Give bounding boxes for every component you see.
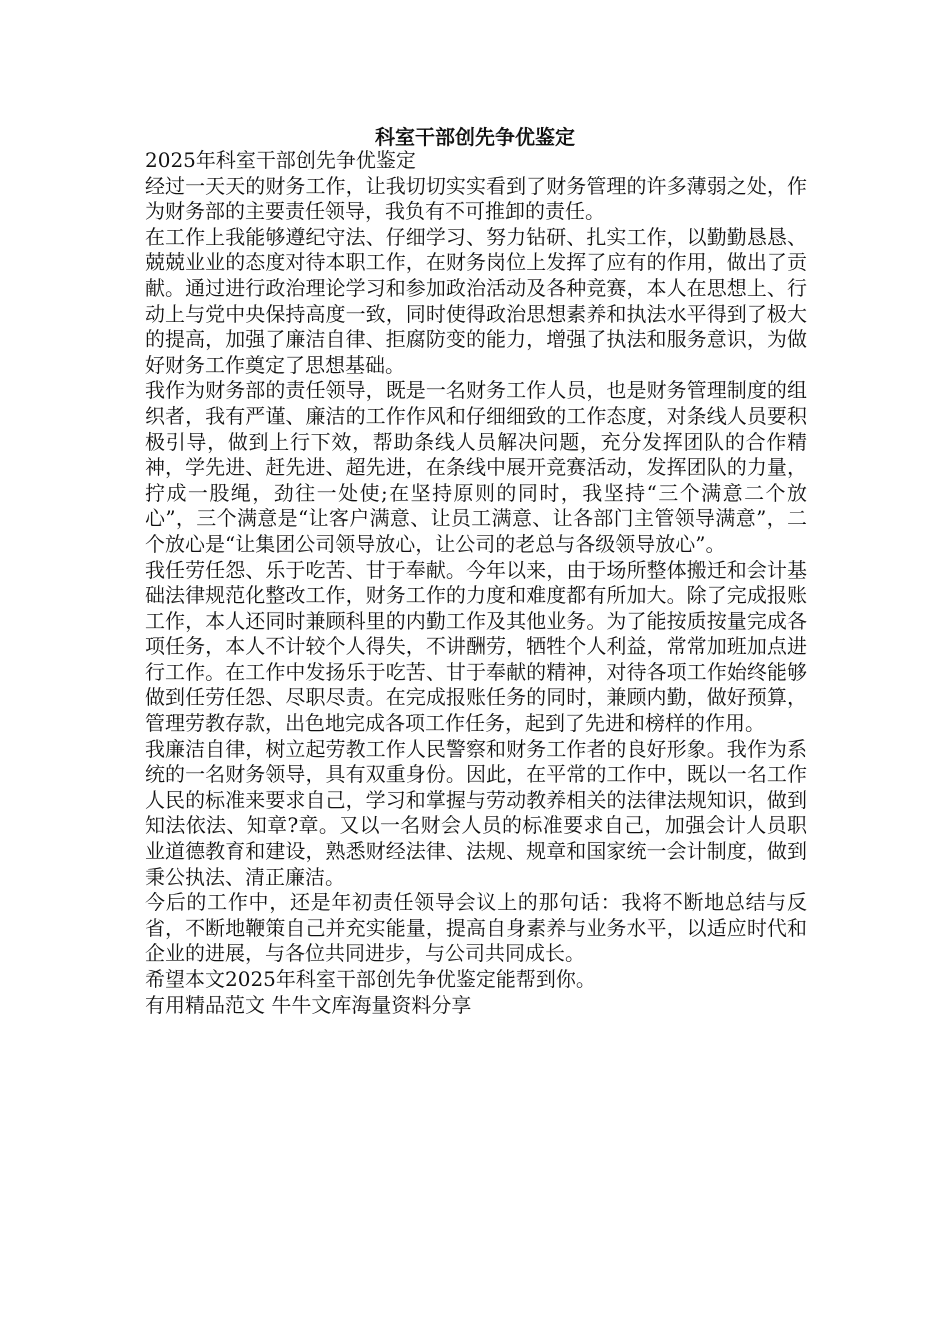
body-paragraph: 我廉洁自律，树立起劳教工作人民警察和财务工作者的良好形象。我作为系统的一名财务领导，具有双重身份。因此，在平常的工作中，既以一名工作人民的标准来要求自己，学习和掌握与劳动教养相关的法律法规知识，做到知法依法、知章?章。又以一名财会人员的标准要求自己，加强会计人员职业道德教育和建设，熟悉财经法律、法规、规章和国家统一会计制度，做到秉公执法、清正廉洁。 bbox=[145, 736, 807, 889]
footer-note: 有用精品范文 牛牛文库海量资料分享 bbox=[145, 992, 472, 1017]
closing-paragraph: 希望本文2025年科室干部创先争优鉴定能帮到你。 bbox=[145, 967, 596, 991]
body-paragraph: 我任劳任怨、乐于吃苦、甘于奉献。今年以来，由于场所整体搬迁和会计基础法律规范化整改工作，财务工作的力度和难度都有所加大。除了完成报账工作，本人还同时兼顾科里的内勤工作及其他业务。为了能按质按量完成各项任务，本人不计较个人得失，不讲酬劳，牺牲个人利益，常常加班加点进行工作。在工作中发扬乐于吃苦、甘于奉献的精神，对待各项工作始终能够做到任劳任怨、尽职尽责。在完成报账任务的同时，兼顾内勤，做好预算，管理劳教存款，出色地完成各项工作任务，起到了先进和榜样的作用。 bbox=[145, 557, 807, 736]
body-paragraph: 今后的工作中，还是年初责任领导会议上的那句话：我将不断地总结与反省，不断地鞭策自己并充实能量，提高自身素养与业务水平，以适应时代和企业的进展，与各位共同进步，与公司共同成长。 bbox=[145, 890, 807, 966]
document-title: 科室干部创先争优鉴定 bbox=[375, 125, 575, 149]
body-paragraph: 经过一天天的财务工作，让我切切实实看到了财务管理的许多薄弱之处，作为财务部的主要责任领导，我负有不可推卸的责任。 bbox=[145, 173, 807, 224]
body-paragraph: 我作为财务部的责任领导，既是一名财务工作人员，也是财务管理制度的组织者，我有严谨、廉洁的工作作风和仔细细致的工作态度，对条线人员要积极引导，做到上行下效，帮助条线人员解决问题，充分发挥团队的合作精神，学先进、赶先进、超先进，在条线中展开竞赛活动，发挥团队的力量，拧成一股绳，劲往一处使;在坚持原则的同时，我坚持“三个满意二个放心”，三个满意是“让客户满意、让员工满意、让各部门主管领导满意”，二个放心是“让集团公司领导放心，让公司的老总与各级领导放心”。 bbox=[145, 378, 807, 556]
body-paragraph: 在工作上我能够遵纪守法、仔细学习、努力钻研、扎实工作，以勤勤恳恳、兢兢业业的态度对待本职工作，在财务岗位上发挥了应有的作用，做出了贡献。通过进行政治理论学习和参加政治活动及各种竞赛，本人在思想上、行动上与党中央保持高度一致，同时使得政治思想素养和执法水平得到了极大的提高，加强了廉洁自律、拒腐防变的能力，增强了执法和服务意识，为做好财务工作奠定了思想基础。 bbox=[145, 224, 807, 377]
document-body bbox=[145, 148, 807, 1018]
subtitle-paragraph: 2025年科室干部创先争优鉴定 bbox=[145, 148, 416, 172]
